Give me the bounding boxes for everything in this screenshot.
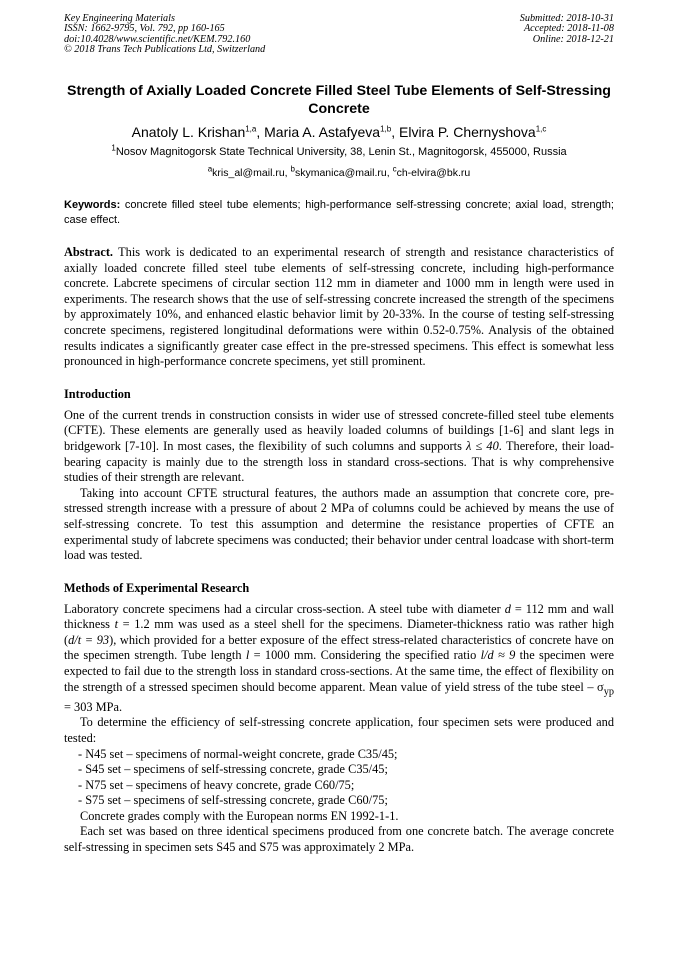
email-sup: b <box>290 164 295 174</box>
issn: ISSN: 1662-9795, Vol. 792, pp 160-165 <box>64 23 225 35</box>
journal-header <box>64 14 614 66</box>
author-sup: 1,a <box>245 124 257 134</box>
keywords-label: Keywords: <box>64 199 121 211</box>
accepted-date: Accepted: 2018-11-08 <box>523 23 614 35</box>
author-separator: , <box>391 124 399 140</box>
text-run: the specimen were expected to fail due to the strength loss in standard cross-sections. At the same time, the effect of flexibility on the strength of a stressed specimen should become apparent. Mean value of yield stress of the tube steel – σ <box>64 648 614 694</box>
list-item: - S75 set – specimens of self-stressing concrete, grade C60/75; <box>78 793 388 808</box>
text-run: = 1000 mm. Considering the specified ratio <box>249 648 481 663</box>
keywords-text: concrete filled steel tube elements; high-performance self-stressing concrete; axial load, strength; case effect. <box>64 199 614 226</box>
math-symbol: t <box>114 617 119 632</box>
abstract-label: Abstract. <box>64 245 114 259</box>
introduction-heading: Introduction <box>64 386 131 401</box>
author-name: Anatoly L. Krishan <box>131 124 246 140</box>
online-date: Online: 2018-12-21 <box>532 33 614 45</box>
methods-paragraph <box>64 602 614 716</box>
methods-heading: Methods of Experimental Research <box>64 580 250 595</box>
abstract <box>64 245 614 370</box>
list-item: - S45 set – specimens of self-stressing concrete, grade C35/45; <box>78 762 388 777</box>
author-name: Elvira P. Chernyshova <box>399 124 536 140</box>
methods-section <box>64 602 614 856</box>
methods-paragraph: Concrete grades comply with the European norms EN 1992-1-1. <box>80 808 399 823</box>
copyright: © 2018 Trans Tech Publications Ltd, Switzerland <box>64 44 266 56</box>
math-symbol: d <box>504 601 511 616</box>
author-separator: , <box>256 124 265 140</box>
text-run: = 303 MPa. <box>64 699 123 714</box>
paper-title: Strength of Axially Loaded Concrete Filled Steel Tube Elements of Self-Stressing Concrete <box>67 83 611 117</box>
text-run: = 1.2 mm was used as a steel shell for the specimens. Diameter-thickness ratio was rather high ( <box>64 617 614 647</box>
text-run: ), which provided for a better exposure of the effect stress-related characteristics of concrete have on the specimen strength. Tube length <box>64 632 614 663</box>
ratio-formula: d/t = 93 <box>68 632 110 647</box>
subscript: yp <box>603 686 614 698</box>
flexibility-formula: λ ≤ 40 <box>466 438 499 453</box>
ratio-formula: l/d ≈ 9 <box>480 648 516 663</box>
text-run: One of the current trends in construction consists in wider use of stressed concrete-filled steel tube elements (CFTE). These elements are generally used as heavily loaded columns of buildings [1-6] and slant legs in bridgework [7-10]. In most cases, the flexibility of such columns and supports <box>64 407 614 453</box>
text-run: = 112 mm and wall thickness <box>64 601 614 632</box>
methods-paragraph: To determine the efficiency of self-stressing concrete application, four specimen sets were produced and tested: <box>64 715 614 745</box>
author-sup: 1,c <box>535 124 547 134</box>
email-sup: a <box>207 164 213 174</box>
introduction-section <box>64 408 614 564</box>
author-name: Maria A. Astafyeva <box>264 124 381 140</box>
introduction-paragraph: Taking into account CFTE structural features, the authors made an assumption that concrete core, pre-stressed strength increase with a pressure of about 2 MPa of columns could be achieved by means the use of self-stressing concrete. To test this assumption and determine the resistance properties of CFTE an experimental study of labcrete specimens was conducted; their behavior under central loadcase with short-term load was tested. <box>64 485 614 563</box>
doi-link[interactable]: doi:10.4028/www.scientific.net/KEM.792.160 <box>64 33 251 45</box>
paper-page <box>64 14 614 856</box>
math-symbol: l <box>245 648 250 663</box>
submitted-date: Submitted: 2018-10-31 <box>519 13 614 24</box>
affiliation <box>64 145 614 159</box>
journal-name: Key Engineering Materials <box>64 13 175 24</box>
keywords <box>64 198 614 228</box>
email-sup: c <box>392 164 397 174</box>
email-link[interactable]: ch-elvira@bk.ru <box>396 167 471 179</box>
list-item: - N75 set – specimens of heavy concrete, grade C60/75; <box>78 777 355 792</box>
specimen-set-list <box>64 747 614 809</box>
abstract-text: This work is dedicated to an experimental research of strength and resistance characteristics of axially loaded concrete filled steel tube elements of self-stressing concrete, including high-performance concrete. Labcrete specimens of circular section 112 mm in diameter and 1000 mm in length were used in experiments. The research shows that the use of self-stressing concrete increased the strength of the specimens by approximately 10%, and enhanced elastic behavior limit by 20-33%. In the course of testing self-stressing concrete specimens, registered longitudinal deformations were within 0.52-0.75%. Analysis of the obtained results indicates a significantly greater case effect in the pre-stressed specimens. This effect is somewhat less pronounced in high-performance concrete specimens, yet still prominent. <box>64 245 614 369</box>
author-emails <box>64 166 614 180</box>
text-run: Laboratory concrete specimens had a circular cross-section. A steel tube with diameter <box>64 601 505 616</box>
introduction-paragraph <box>64 408 614 486</box>
author-list <box>64 123 614 141</box>
affiliation-text: Nosov Magnitogorsk State Technical University, 38, Lenin St., Magnitogorsk, 455000, Russia <box>115 146 567 158</box>
list-item: - N45 set – specimens of normal-weight concrete, grade C35/45; <box>78 746 398 761</box>
email-link[interactable]: kris_al@mail.ru, <box>212 167 291 179</box>
text-run: . Therefore, their load-bearing capacity is mainly due to the strength loss in standard cross-sections. That is why comprehensive studies of their strength are relevant. <box>64 438 614 485</box>
affiliation-sup: 1 <box>111 143 116 153</box>
email-link[interactable]: skymanica@mail.ru, <box>294 167 393 179</box>
journal-info <box>64 14 265 56</box>
methods-paragraph: Each set was based on three identical specimens produced from one concrete batch. The average concrete self-stressing in specimen sets S45 and S75 was approximately 2 MPa. <box>64 824 614 855</box>
publication-dates <box>520 14 614 45</box>
author-sup: 1,b <box>380 124 392 134</box>
